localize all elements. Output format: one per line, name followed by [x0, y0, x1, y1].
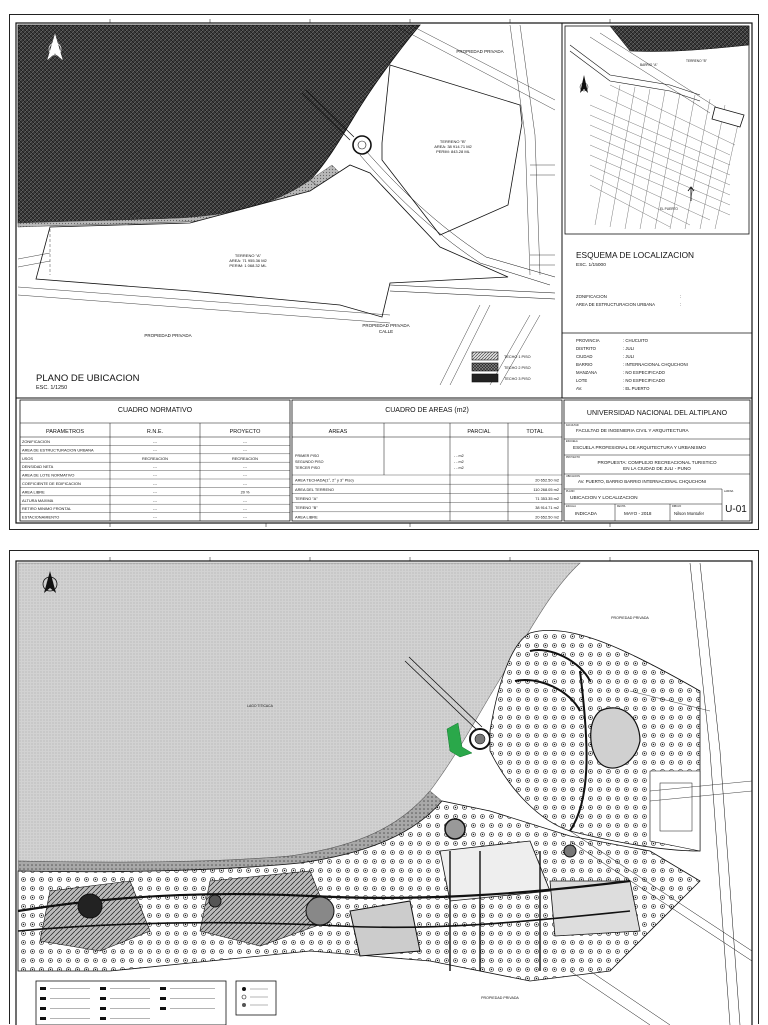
- normativo-row-param: COEFICIENTE DE EDIFICACION: [22, 481, 81, 487]
- areas-total-label: TERENO "A": [295, 496, 318, 502]
- normativo-row-param: ZONIFICACION: [22, 439, 50, 445]
- normativo-row-rne: ---: [153, 464, 157, 470]
- location-scale: ESC. 1/15000: [576, 263, 606, 268]
- loc-label-barrio: BARRIO "A": [640, 63, 658, 67]
- normativo-row-rne: ---: [153, 497, 157, 503]
- label-terreno-a-3: PERIM: 1 068.32 ML: [229, 263, 267, 268]
- project-tag: PROYECTO: [566, 456, 580, 459]
- normativo-row-param: USOS: [22, 455, 34, 461]
- normativo-row-rne: RECREACION: [142, 455, 168, 461]
- zoning-label-2: AREA DE ESTRUCTURACION URBANA: [576, 302, 656, 307]
- zoning-value-1: :: [680, 294, 682, 299]
- plan-title: PLANO DE UBICACION: [36, 373, 140, 384]
- university-name: UNIVERSIDAD NACIONAL DEL ALTIPLANO: [586, 410, 728, 417]
- areas-total-value: 38 914.71 m2: [535, 505, 559, 511]
- label-propiedad-privada-mid: PROPIEDAD PRIVADA: [362, 323, 410, 328]
- sheet-general-plan: [9, 550, 759, 1024]
- cuadro-normativo: [20, 400, 290, 521]
- legend-swatch-1: [472, 352, 498, 360]
- areas-floor-parcial: - - m2: [454, 460, 464, 464]
- plan-tag: PLANO: [566, 490, 575, 493]
- author-tag: DIBUJO: [672, 505, 682, 508]
- label-terreno-b-3: PERIM: 843.28 ML: [436, 149, 470, 154]
- legend-label-1: TECHO 1 PISO: [504, 355, 531, 359]
- normativo-row-proyecto: ---: [243, 481, 247, 487]
- legend-label-3: TECHO 3 PISO: [504, 377, 531, 381]
- info-label-lote: LOTE: [576, 378, 588, 383]
- areas-floor-parcial: - - m2: [454, 454, 464, 458]
- areas-total-label: AREA DEL TERRENO: [295, 486, 334, 492]
- normativo-row-param: AREA LIBRE: [22, 489, 45, 495]
- areas-rows: [292, 454, 562, 519]
- label-terreno-b-1: TERRENO "B": [439, 139, 467, 144]
- faculty-name: FACULTAD DE INGENIERIA CIVIL Y ARQUITECTURA: [576, 428, 689, 433]
- areas-total-value: 20 652.50 m2: [535, 514, 559, 520]
- normativo-row-rne: ---: [153, 472, 157, 478]
- areas-total-value: 71 353.35 m2: [535, 496, 559, 502]
- site-plan: [18, 25, 555, 391]
- scale-value: INDICADA: [575, 511, 597, 516]
- areas-total-label: AREA LIBRE: [295, 514, 318, 520]
- normativo-row-proyecto: ---: [243, 514, 247, 520]
- prop-privada-top-2: PROPIEDAD PRIVADA: [611, 616, 649, 620]
- location-info: [576, 338, 688, 391]
- normativo-row-proyecto: ---: [243, 439, 247, 445]
- areas-total-label: TERENO "B": [295, 505, 318, 511]
- title-block: [564, 400, 750, 521]
- normativo-row-rne: ---: [153, 514, 157, 520]
- normativo-header-rne: R.N.E.: [146, 429, 164, 435]
- info-value-manzana: : NO ESPECIFICADO: [623, 370, 666, 375]
- plan-scale: ESC. 1/1250: [36, 385, 68, 391]
- info-label-manzana: MANZANA: [576, 370, 598, 375]
- areas-header-total: TOTAL: [526, 429, 544, 435]
- info-label-distrito: DISTRITO: [576, 346, 596, 351]
- date-tag: FECHA: [617, 505, 626, 508]
- normativo-header-parametros: PARAMETROS: [45, 429, 85, 435]
- info-value-provincia: : CHUCUITO: [623, 338, 648, 343]
- author-name: Nilson Montufer: [674, 511, 705, 516]
- info-value-av: : EL PUERTO: [623, 386, 650, 391]
- location-address: AV. PUERTO, BARRIO BARRIO INTERNACIONAL CHQUCHONI: [578, 479, 706, 484]
- sheet-u01-drawing: [10, 15, 758, 529]
- info-label-barrio: BARRIO: [576, 362, 593, 367]
- normativo-row-rne: ---: [153, 489, 157, 495]
- location-map: [565, 26, 749, 234]
- cuadro-areas: [292, 400, 562, 521]
- normativo-row-proyecto: RECREACION: [232, 455, 258, 461]
- areas-total-value: 110 268.05 m2: [533, 486, 559, 492]
- areas-total-label: AREA TECHADA(1°, 2° y 3° Piso): [295, 477, 354, 483]
- prop-privada-bottom-2: PROPIEDAD PRIVADA: [481, 996, 519, 1000]
- general-plan-drawing: [10, 551, 758, 1025]
- areas-floor-label: SEGUNDO PISO: [295, 460, 324, 464]
- normativo-row-rne: ---: [153, 439, 157, 445]
- roundabout: [353, 136, 371, 154]
- label-propiedad-privada-bottom: PROPIEDAD PRIVADA: [144, 333, 192, 338]
- normativo-row-rne: ---: [153, 481, 157, 487]
- normativo-row-param: ESTACIONAMIENTO: [22, 514, 60, 520]
- label-terreno-b-2: AREA: 38 914.71 M2: [434, 144, 472, 149]
- info-value-distrito: : JULI: [623, 346, 635, 351]
- roof-legend: [472, 352, 531, 382]
- normativo-row-param: RETIRO MINIMO FRONTAL: [22, 506, 72, 512]
- areas-floor-label: PRIMER PISO: [295, 454, 320, 458]
- sheet-u01: [9, 14, 759, 530]
- sheet-number: U-01: [725, 504, 747, 515]
- label-terreno-a-1: TERRENO "A": [234, 253, 262, 258]
- normativo-row-param: AREA DE ESTRUCTURACION URBANA: [22, 447, 94, 453]
- info-value-barrio: : INTERNACIONAL CHQUCHONI: [623, 362, 688, 367]
- sheet-tag: LAMINA: [724, 490, 734, 493]
- plan-name: UBICACION Y LOCALIZACION: [570, 496, 638, 501]
- zoning-label-1: ZONIFICACION: [576, 294, 607, 299]
- areas-header-areas: AREAS: [328, 429, 348, 435]
- legend-swatch-3: [472, 374, 498, 382]
- cuadro-areas-title: CUADRO DE AREAS (m2): [385, 407, 469, 414]
- project-line-1: PROPUESTA: COMPLEJO RECREACIONAL TURISTICO: [597, 460, 717, 465]
- normativo-row-proyecto: ---: [243, 472, 247, 478]
- normativo-row-proyecto: ---: [243, 497, 247, 503]
- label-road-bottom: CALLE: [378, 329, 394, 334]
- normativo-row-rne: ---: [153, 447, 157, 453]
- normativo-row-proyecto: ---: [243, 464, 247, 470]
- bottom-legend: [36, 981, 276, 1025]
- info-value-lote: : NO ESPECIFICADO: [623, 378, 666, 383]
- cuadro-normativo-title: CUADRO NORMATIVO: [117, 407, 193, 414]
- normativo-row-rne: ---: [153, 506, 157, 512]
- school-tag: ESCUELA: [566, 440, 578, 443]
- location-tag: UBICACION: [566, 475, 580, 478]
- info-value-ciudad: : JULI: [623, 354, 635, 359]
- project-line-2: EN LA CIUDAD DE JULI - PUNO: [623, 466, 691, 471]
- normativo-rows: [20, 439, 290, 520]
- info-label-ciudad: CIUDAD: [576, 354, 593, 359]
- legend-label-2: TECHO 2 PISO: [504, 366, 531, 370]
- loc-label-puerto: EL PUERTO: [660, 207, 678, 211]
- areas-floor-parcial: - - m2: [454, 466, 464, 470]
- date-value: MAYO - 2018: [624, 511, 652, 516]
- info-label-av: AV.: [576, 386, 583, 391]
- normativo-row-param: DENSIDAD NETA: [22, 464, 54, 470]
- areas-header-parcial: PARCIAL: [467, 429, 491, 435]
- normativo-row-proyecto: ---: [243, 506, 247, 512]
- normativo-row-proyecto: 20 %: [240, 489, 250, 495]
- lake-label: LAGO TITICACA: [247, 704, 273, 708]
- normativo-header-proyecto: PROYECTO: [229, 429, 261, 435]
- school-name: ESCUELA PROFESIONAL DE ARQUITECTURA Y URBANISMO: [573, 445, 706, 450]
- location-title: ESQUEMA DE LOCALIZACION: [576, 250, 695, 260]
- normativo-row-proyecto: ---: [243, 447, 247, 453]
- loc-label-terreno: TERRENO "B": [686, 59, 707, 63]
- areas-total-value: 20 652.50 m2: [535, 477, 559, 483]
- zoning-value-2: :: [680, 302, 682, 307]
- label-terreno-a-2: AREA: 71 955.36 M2: [229, 258, 267, 263]
- areas-floor-label: TERCER PISO: [295, 466, 320, 470]
- scale-tag: ESCALA: [566, 505, 576, 508]
- legend-swatch-2: [472, 363, 498, 371]
- faculty-tag: FACULTAD: [566, 424, 579, 427]
- label-propiedad-privada-top: PROPIEDAD PRIVADA: [456, 49, 504, 54]
- normativo-row-param: ALTURA MAXIMA: [22, 497, 54, 503]
- info-label-provincia: PROVINCIA: [576, 338, 600, 343]
- normativo-row-param: AREA DE LOTE NORMATIVO: [22, 472, 75, 478]
